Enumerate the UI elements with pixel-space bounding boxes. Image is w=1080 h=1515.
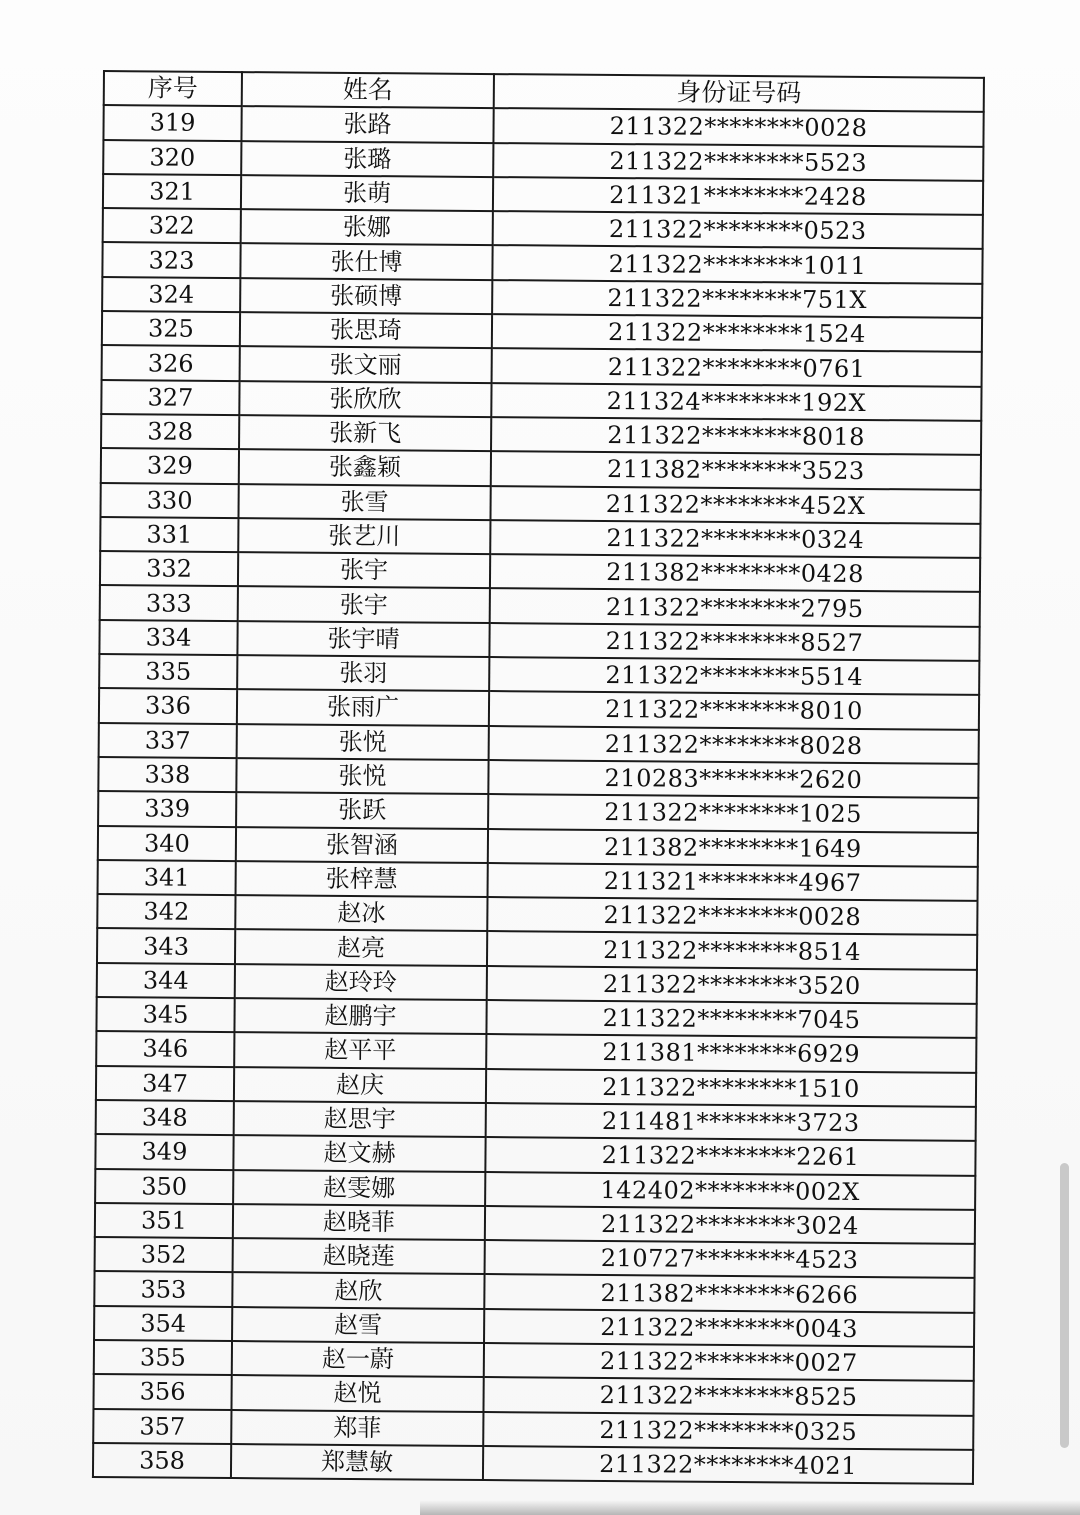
- cell-id-number: 211481********3723: [486, 1103, 976, 1141]
- cell-name: 赵欣: [232, 1272, 484, 1308]
- cell-id-number: 211322********0325: [483, 1412, 973, 1450]
- cell-serial-number: 358: [93, 1443, 231, 1478]
- cell-name: 张欣欣: [239, 381, 491, 417]
- cell-name: 赵一蔚: [232, 1341, 484, 1377]
- cell-name: 张思琦: [240, 312, 492, 348]
- cell-serial-number: 327: [101, 380, 239, 415]
- cell-name: 赵晓莲: [233, 1238, 485, 1274]
- cell-serial-number: 332: [100, 551, 238, 586]
- cell-id-number: 210283********2620: [488, 760, 978, 798]
- cell-serial-number: 350: [95, 1168, 233, 1203]
- vertical-scrollbar[interactable]: [1060, 1163, 1069, 1448]
- cell-id-number: 211322********8514: [487, 931, 977, 969]
- cell-id-number: 211322********452X: [490, 486, 980, 524]
- cell-serial-number: 324: [102, 277, 240, 312]
- cell-id-number: 211382********6266: [484, 1274, 974, 1312]
- cell-serial-number: 349: [95, 1134, 233, 1169]
- cell-name: 张梓慧: [236, 861, 488, 897]
- cell-serial-number: 352: [95, 1237, 233, 1272]
- cell-serial-number: 341: [98, 860, 236, 895]
- cell-name: 张娜: [241, 209, 493, 245]
- cell-name: 赵亮: [235, 929, 487, 965]
- cell-id-number: 211322********3520: [487, 966, 977, 1004]
- cell-serial-number: 319: [103, 105, 241, 140]
- cell-serial-number: 347: [96, 1066, 234, 1101]
- cell-id-number: 211322********4021: [483, 1446, 973, 1484]
- cell-id-number: 211322********2261: [485, 1137, 975, 1175]
- cell-id-number: 211322********0324: [490, 520, 980, 558]
- cell-serial-number: 353: [94, 1271, 232, 1306]
- cell-id-number: 211322********8010: [489, 691, 979, 729]
- cell-id-number: 211322********8525: [483, 1377, 973, 1415]
- cell-serial-number: 342: [97, 894, 235, 929]
- cell-id-number: 211322********7045: [486, 1000, 976, 1038]
- cell-id-number: 211322********0043: [484, 1309, 974, 1347]
- cell-name: 张硕博: [240, 278, 492, 314]
- cell-id-number: 142402********002X: [485, 1172, 975, 1210]
- cell-name: 张路: [241, 106, 493, 142]
- page-edge-shadow: [420, 1500, 1080, 1515]
- cell-name: 张鑫颖: [239, 449, 491, 485]
- cell-id-number: 211381********6929: [486, 1034, 976, 1072]
- cell-name: 张仕博: [240, 244, 492, 280]
- roster-table: [92, 70, 985, 1485]
- cell-id-number: 211322********1524: [492, 314, 982, 352]
- cell-id-number: 211322********5514: [489, 657, 979, 695]
- header-serial-number: 序号: [104, 71, 242, 106]
- cell-serial-number: 344: [97, 963, 235, 998]
- cell-id-number: 211322********3024: [485, 1206, 975, 1244]
- cell-serial-number: 321: [103, 174, 241, 209]
- cell-id-number: 211382********1649: [488, 829, 978, 867]
- cell-serial-number: 336: [99, 688, 237, 723]
- cell-id-number: 211322********2795: [490, 589, 980, 627]
- cell-id-number: 211322********0523: [493, 211, 983, 249]
- cell-id-number: 211321********4967: [488, 863, 978, 901]
- cell-serial-number: 355: [94, 1340, 232, 1375]
- cell-serial-number: 338: [98, 757, 236, 792]
- cell-name: 赵雪: [232, 1307, 484, 1343]
- cell-serial-number: 333: [100, 585, 238, 620]
- cell-name: 张宇晴: [237, 621, 489, 657]
- cell-serial-number: 345: [96, 997, 234, 1032]
- roster-table-container: [92, 70, 983, 1485]
- cell-id-number: 211322********5523: [493, 143, 983, 181]
- cell-name: 赵思宇: [234, 1101, 486, 1137]
- cell-id-number: 211322********0028: [493, 108, 983, 146]
- cell-name: 张悦: [236, 758, 488, 794]
- cell-name: 张悦: [237, 724, 489, 760]
- cell-name: 张雪: [238, 484, 490, 520]
- cell-name: 赵鹏宇: [234, 998, 486, 1034]
- cell-serial-number: 326: [102, 345, 240, 380]
- cell-id-number: 211322********8018: [491, 417, 981, 455]
- cell-name: 赵玲玲: [235, 964, 487, 1000]
- cell-id-number: 211382********0428: [490, 554, 980, 592]
- roster-table-body: [93, 105, 984, 1484]
- cell-serial-number: 331: [100, 517, 238, 552]
- cell-name: 张宇: [238, 552, 490, 588]
- cell-serial-number: 337: [99, 723, 237, 758]
- cell-name: 张雨广: [237, 689, 489, 725]
- cell-name: 张萌: [241, 175, 493, 211]
- header-name: 姓名: [242, 72, 494, 108]
- cell-id-number: 211322********1025: [488, 794, 978, 832]
- cell-serial-number: 334: [99, 620, 237, 655]
- cell-serial-number: 320: [103, 140, 241, 175]
- cell-id-number: 211322********751X: [492, 280, 982, 318]
- cell-name: 郑慧敏: [231, 1444, 483, 1480]
- cell-name: 赵晓菲: [233, 1204, 485, 1240]
- cell-id-number: 211322********8527: [489, 623, 979, 661]
- cell-name: 赵雯娜: [233, 1170, 485, 1206]
- cell-name: 赵冰: [235, 895, 487, 931]
- cell-serial-number: 329: [101, 448, 239, 483]
- cell-serial-number: 330: [100, 483, 238, 518]
- cell-name: 张宇: [238, 587, 490, 623]
- cell-id-number: 211324********192X: [491, 383, 981, 421]
- cell-name: 张新飞: [239, 415, 491, 451]
- cell-name: 赵庆: [234, 1067, 486, 1103]
- cell-id-number: 211322********0027: [484, 1343, 974, 1381]
- cell-serial-number: 346: [96, 1031, 234, 1066]
- cell-name: 张文丽: [240, 346, 492, 382]
- cell-name: 张羽: [237, 655, 489, 691]
- cell-serial-number: 357: [93, 1409, 231, 1444]
- cell-serial-number: 348: [96, 1100, 234, 1135]
- cell-name: 赵文赫: [233, 1135, 485, 1171]
- cell-name: 赵平平: [234, 1032, 486, 1068]
- cell-serial-number: 323: [102, 242, 240, 277]
- cell-serial-number: 328: [101, 414, 239, 449]
- cell-id-number: 210727********4523: [485, 1240, 975, 1278]
- cell-name: 张艺川: [238, 518, 490, 554]
- cell-serial-number: 339: [98, 791, 236, 826]
- cell-serial-number: 356: [93, 1374, 231, 1409]
- cell-name: 郑菲: [231, 1410, 483, 1446]
- cell-id-number: 211322********0761: [492, 348, 982, 386]
- cell-id-number: 211322********8028: [489, 726, 979, 764]
- header-id-number: 身份证号码: [494, 74, 984, 112]
- cell-id-number: 211382********3523: [491, 451, 981, 489]
- cell-id-number: 211321********2428: [493, 177, 983, 215]
- cell-serial-number: 354: [94, 1306, 232, 1341]
- table-row: [93, 1443, 973, 1484]
- cell-name: 张智涵: [236, 827, 488, 863]
- cell-serial-number: 322: [103, 208, 241, 243]
- cell-serial-number: 340: [98, 826, 236, 861]
- cell-name: 张跃: [236, 792, 488, 828]
- cell-serial-number: 325: [102, 311, 240, 346]
- cell-name: 张璐: [241, 141, 493, 177]
- cell-serial-number: 351: [95, 1203, 233, 1238]
- cell-serial-number: 335: [99, 654, 237, 689]
- cell-id-number: 211322********1011: [492, 246, 982, 284]
- cell-name: 赵悦: [231, 1375, 483, 1411]
- cell-serial-number: 343: [97, 928, 235, 963]
- cell-id-number: 211322********1510: [486, 1069, 976, 1107]
- cell-id-number: 211322********0028: [487, 897, 977, 935]
